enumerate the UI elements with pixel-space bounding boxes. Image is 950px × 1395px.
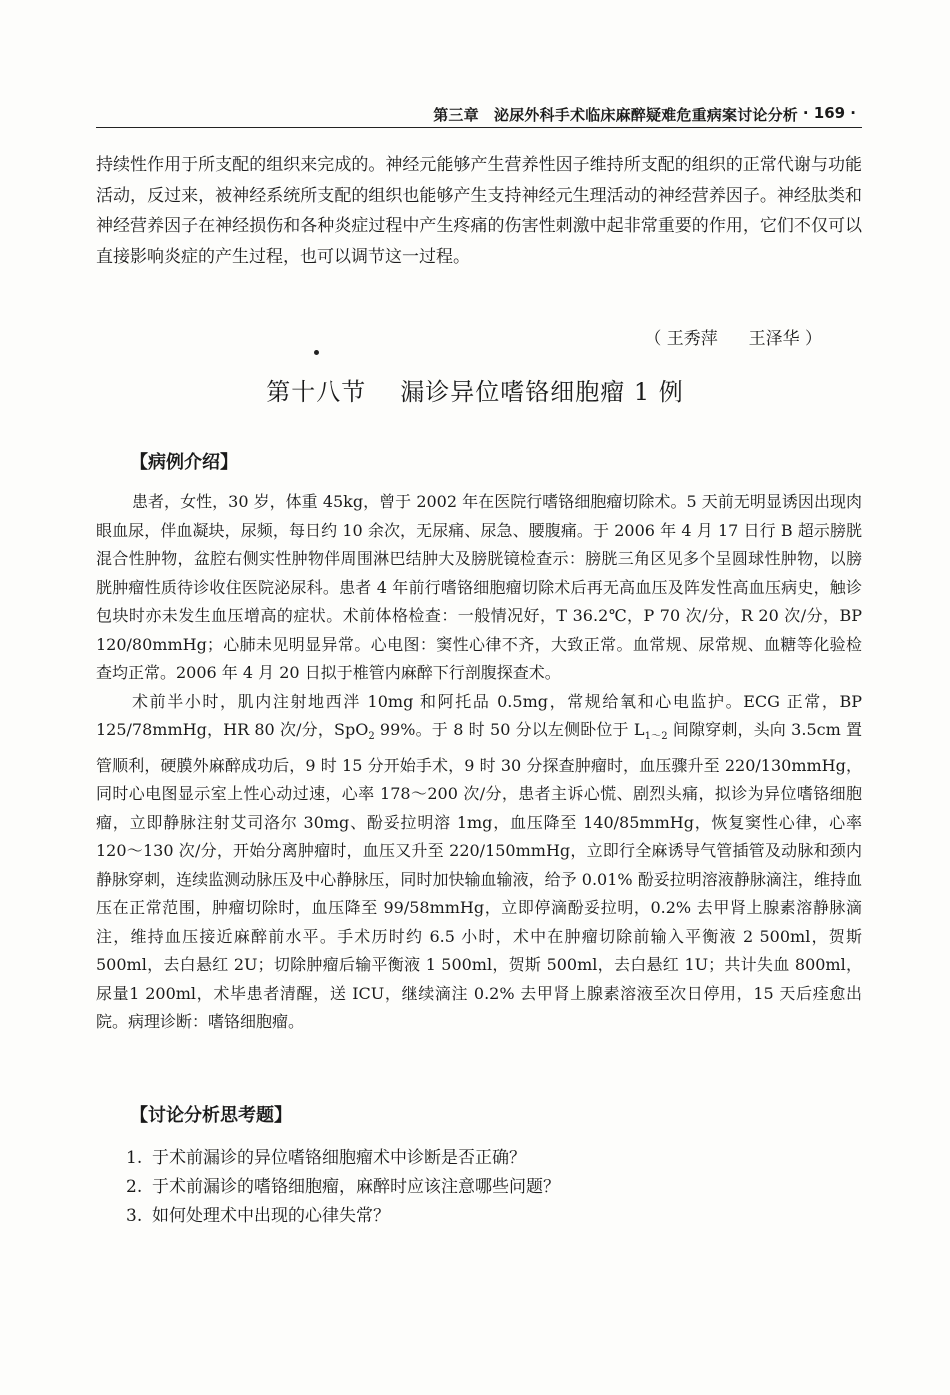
running-header [0, 96, 950, 132]
discussion-heading: 【讨论分析思考题】 [130, 1105, 292, 1126]
page-number: · 169 · [802, 104, 856, 122]
intro-paragraph: 持续性作用于所支配的组织来完成的。神经元能够产生营养性因子维持所支配的组织的正常代谢与功能活动，反过来，被神经系统所支配的组织也能够产生支持神经元生理活动的神经营养因子。神经肽类和神经营养因子在神经损伤和各种炎症过程中产生疼痛的伤害性刺激中起非常重要的作用，它们不仅可以直接影响炎症的产生过程，也可以调节这一过程。 [96, 155, 862, 267]
case-body [96, 488, 862, 1037]
case-paragraph-2: 术前半小时，肌内注射地西泮 10mg 和阿托品 0.5mg，常规给氧和心电监护。ECG 正常，BP 125/78mmHg，HR 80 次/分，SpO$_2$ 99%。于 8 时 50 分以左侧卧位于 $L_{1\sim 2}$ 间隙穿刺，头向 3.5cm 置管顺利，硬膜外麻醉成功后，9 时 15 分开始手术，9 时 30 分探查肿瘤时，血压骤升至 220/130mmHg，同时心电图显示室上性心动过速，心率 178～200 次/分，患者主诉心慌、剧烈头痛，拟诊为异位嗜铬细胞瘤，立即静脉注射艾司洛尔 30mg、酚妥拉明溶 1mg，血压降至 140/85mmHg，恢复窦性心律，心率 120～130 次/分，开始分离肿瘤时，血压又升至 220/150mmHg，立即行全麻诱导气管插管及动脉和颈内静脉穿刺，连续监测动脉压及中心静脉压，同时加快输血输液，给予 0.01% 酚妥拉明溶液静脉滴注，维持血压在正常范围，肿瘤切除时，血压降至 99/58mmHg，立即停滴酚妥拉明，0.2% 去甲肾上腺素溶静脉滴注，维持血压接近麻醉前水平。手术历时约 6.5 小时，术中在肿瘤切除前输入平衡液 2 500ml，贺斯 500ml，去白悬红 2U；切除肿瘤后输平衡液 1 500ml，贺斯 500ml，去白悬红 1U；共计失血 800ml，尿量1 200ml，术毕患者清醒，送 ICU，继续滴注 0.2% 去甲肾上腺素溶液至次日停用，15 天后痊愈出院。病理诊断：嗜铬细胞瘤。 [96, 691, 862, 1032]
author-credit [644, 324, 822, 349]
question-item: 1. 于术前漏诊的异位嗜铬细胞瘤术中诊断是否正确？ [126, 1148, 526, 1168]
question-list [126, 1144, 560, 1231]
case-heading: 【病例介绍】 [130, 452, 238, 473]
author-paren-open: （ [644, 329, 662, 349]
author-name: 王泽华 [748, 329, 800, 349]
intro-section [96, 150, 862, 272]
section-title [0, 372, 950, 407]
question-item: 3. 如何处理术中出现的心律失常？ [126, 1206, 390, 1226]
question-item: 2. 于术前漏诊的嗜铬细胞瘤，麻醉时应该注意哪些问题？ [126, 1177, 560, 1197]
section-number: 第十八节 [266, 378, 367, 406]
chapter-title: 第三章 泌尿外科手术临床麻醉疑难危重病案讨论分析 [433, 106, 798, 124]
section-heading: 漏诊异位嗜铬细胞瘤 1 例 [400, 378, 684, 406]
author-paren-close: ） [805, 329, 822, 349]
case-paragraph-1: 患者，女性，30 岁，体重 45kg，曾于 2002 年在医院行嗜铬细胞瘤切除术。5 天前无明显诱因出现肉眼血尿，伴血凝块，尿频，每日约 10 余次，无尿痛、尿急、腰腹痛。于 2006 年 4 月 17 日行 B 超示膀胱混合性肿物，盆腔右侧实性肿物伴周围淋巴结肿大及膀胱镜检查示：膀胱三角区见多个呈圆球性肿物，以膀胱肿瘤性质待诊收住医院泌尿科。患者 4 年前行嗜铬细胞瘤切除术后再无高血压及阵发性高血压病史，触诊包块时亦未发生血压增高的症状。术前体格检查：一般情况好，T 36.2℃，P 70 次/分，R 20 次/分，BP 120/80mmHg；心肺未见明显异常。心电图：窦性心律不齐，大致正常。血常规、尿常规、血糖等化验检查均正常。2006 年 4 月 20 日拟于椎管内麻醉下行剖腹探查术。 [96, 492, 862, 682]
header-rule [96, 127, 862, 128]
emphasis-dot [314, 350, 319, 355]
author-name: 王秀萍 [666, 329, 718, 349]
